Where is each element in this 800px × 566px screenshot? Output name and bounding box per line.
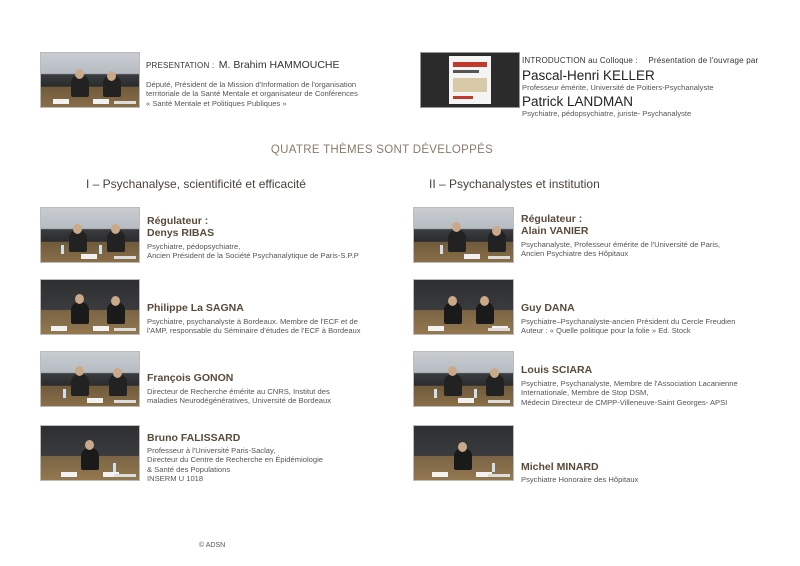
speaker-dana bbox=[521, 302, 791, 336]
speaker-description bbox=[521, 317, 791, 336]
photo-dana bbox=[413, 279, 514, 335]
speaker-line: INSERM U 1018 bbox=[147, 474, 204, 484]
speaker-line: Internationale, Membre de Stop DSM, bbox=[521, 388, 649, 398]
presentation-line: territoriale de la Santé Mentale et organisateur de Conférences bbox=[146, 89, 358, 99]
themes-title: QUATRE THÈMES SONT DÉVELOPPÉS bbox=[270, 144, 494, 156]
speaker-line: Ancien Psychiatre des Hôpitaux bbox=[521, 249, 629, 259]
speaker-description bbox=[521, 240, 791, 259]
presentation-label: PRESENTATION : bbox=[146, 61, 215, 70]
speaker-line: maladies Neurodégénératives, Université de Bordeaux bbox=[147, 396, 332, 406]
speaker-line: Auteur : « Quelle politique pour la folie » Ed. Stock bbox=[521, 326, 691, 336]
speaker-line: Psychiatre–Psychanalyste-ancien Président du Cercle Freudien bbox=[521, 317, 736, 326]
speaker-line: Directeur du Centre de Recherche en Épidémiologie bbox=[147, 455, 324, 465]
speaker-name: Louis SCIARA bbox=[521, 364, 593, 376]
presentation-line: « Santé Mentale et Politiques Publiques » bbox=[146, 98, 287, 108]
regulator-label: Régulateur : bbox=[521, 213, 583, 225]
speaker-gonon bbox=[147, 372, 397, 406]
photo-minard bbox=[413, 425, 514, 481]
photo-ribas bbox=[40, 207, 140, 263]
speaker-ribas bbox=[147, 215, 397, 261]
speaker-description bbox=[147, 446, 397, 484]
speaker-description bbox=[521, 475, 791, 484]
speaker-line: Médecin Directeur de CMPP-Villeneuve-Saint Georges- APSI bbox=[521, 397, 728, 407]
photo-la-sagna bbox=[40, 279, 140, 335]
photo-vanier bbox=[413, 207, 514, 263]
speaker-name: François GONON bbox=[147, 372, 234, 384]
speaker-line: l'AMP, responsable du Séminaire d'études de l'ECF à Bordeaux bbox=[147, 326, 361, 336]
speaker-vanier bbox=[521, 213, 791, 259]
introduction-label: INTRODUCTION au Colloque : bbox=[522, 56, 638, 65]
speaker-keller-role: Professeur émérite, Université de Poitiers-Psychanalyste bbox=[522, 83, 714, 92]
regulator-label: Régulateur : bbox=[147, 215, 209, 227]
photo-hammouche bbox=[40, 52, 140, 108]
speaker-line: & Santé des Populations bbox=[147, 464, 231, 474]
section-title-left: I – Psychanalyse, scientificité et efficacité bbox=[86, 177, 306, 191]
presentation-line: Député, Président de la Mission d'Information de l'organisation bbox=[146, 80, 357, 89]
speaker-line: Psychiatre, Psychanalyste, Membre de l'Association Lacanienne bbox=[521, 379, 738, 388]
introduction-subtitle: Présentation de l'ouvrage par bbox=[648, 56, 759, 65]
speaker-description bbox=[147, 242, 397, 261]
photo-gonon bbox=[40, 351, 140, 407]
speaker-line: Psychiatre Honoraire des Hôpitaux bbox=[521, 475, 639, 484]
speaker-description bbox=[521, 379, 791, 407]
speaker-line: Psychanalyste, Professeur émérite de l'Université de Paris, bbox=[521, 240, 720, 249]
speaker-minard bbox=[521, 461, 791, 484]
speaker-line: Professeur à l'Université Paris-Saclay, bbox=[147, 446, 276, 455]
introduction-block bbox=[522, 50, 792, 119]
speaker-line: Directeur de Recherche émérite au CNRS, Institut des bbox=[147, 387, 330, 396]
speaker-name: Philippe La SAGNA bbox=[147, 302, 244, 314]
speaker-line: Psychiatre, pédopsychiatre, bbox=[147, 242, 241, 251]
book-cover-image bbox=[420, 52, 520, 108]
section-title-right: II – Psychanalystes et institution bbox=[429, 177, 600, 191]
speaker-description bbox=[147, 387, 397, 406]
speaker-name: Michel MINARD bbox=[521, 461, 599, 473]
speaker-sciara bbox=[521, 364, 791, 407]
speaker-la-sagna bbox=[147, 302, 397, 336]
presentation-description bbox=[146, 80, 406, 108]
photo-falissard bbox=[40, 425, 140, 481]
presentation-block bbox=[146, 55, 406, 108]
presentation-name: M. Brahim HAMMOUCHE bbox=[218, 59, 340, 71]
speaker-name: Alain VANIER bbox=[521, 225, 589, 237]
copyright-footer: © ADSN bbox=[199, 542, 226, 549]
speaker-name: Denys RIBAS bbox=[147, 227, 215, 239]
speaker-line: Ancien Président de la Société Psychanalytique de Paris-S.P.P bbox=[147, 251, 359, 261]
speaker-keller-name: Pascal-Henri KELLER bbox=[522, 68, 655, 83]
speaker-landman-role: Psychiatre, pédopsychiatre, juriste- Psychanalyste bbox=[522, 109, 692, 119]
speaker-name: Bruno FALISSARD bbox=[147, 432, 241, 444]
speaker-line: Psychiatre, psychanalyste à Bordeaux. Membre de l'ECF et de bbox=[147, 317, 358, 326]
photo-sciara bbox=[413, 351, 514, 407]
speaker-landman-name: Patrick LANDMAN bbox=[522, 94, 634, 110]
speaker-description bbox=[147, 317, 397, 336]
speaker-name: Guy DANA bbox=[521, 302, 575, 314]
speaker-falissard bbox=[147, 432, 397, 484]
